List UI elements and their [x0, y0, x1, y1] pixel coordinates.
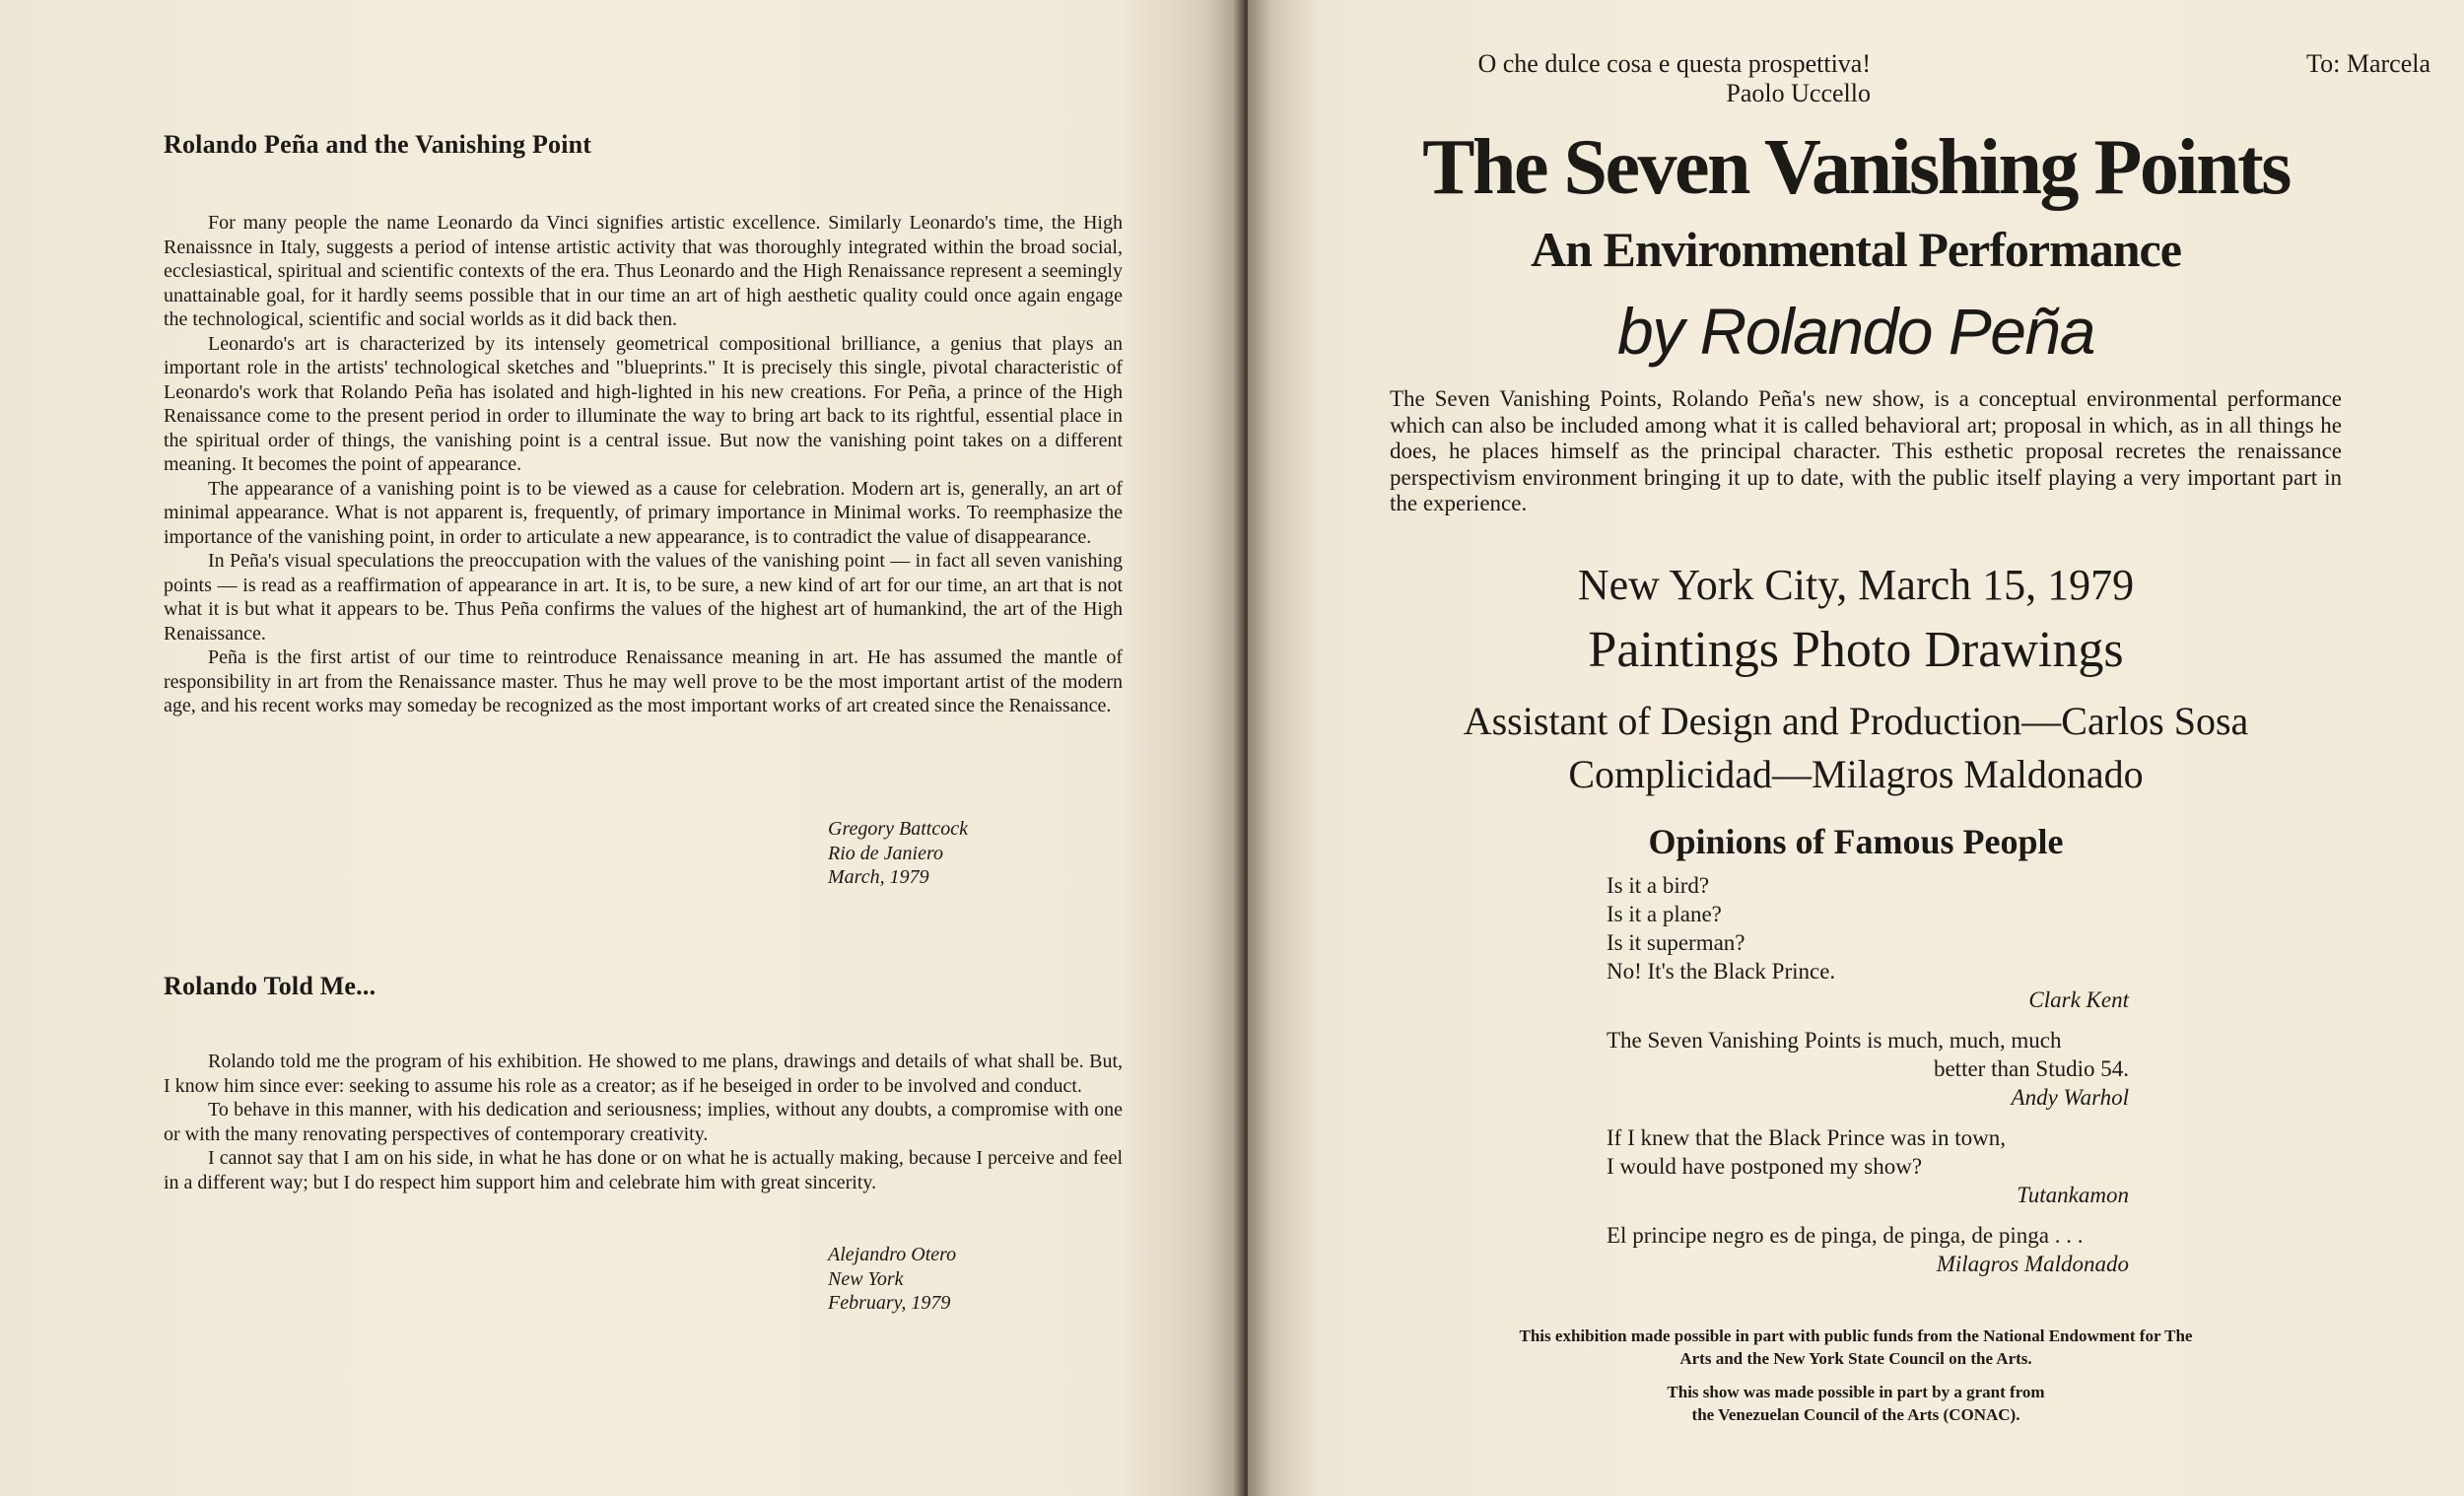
essay-paragraph: Leonardo's art is characterized by its intensely geometrical compositional brilliance, a genius that plays an important role in the artists' technological sketches and "blueprints." It is precisely this single, pivotal characteristic of Leonardo's work that Rolando Peña has isolated and high-lighted in his new creations. For Peña, a prince of the High Renaissance come to the present period in order to illuminate the way to bring art back to its rightful, essential place in the spiritual order of things, the vanishing point is a central issue. But now the vanishing point takes on a different meaning. It becomes the point of appearance.	[164, 332, 1123, 475]
epigraph	[1329, 49, 1871, 108]
signature-place: Rio de Janiero	[828, 842, 944, 864]
opinions-list	[1607, 871, 2129, 1278]
date-line: New York City, March 15, 1979	[1577, 561, 2135, 609]
subtitle: An Environmental Performance	[1531, 222, 2181, 277]
testimony-paragraph: Rolando told me the program of his exhibition. He showed to me plans, drawings and details of what shall be. But, I know him since ever: seeking to assume his role as a creator; as if he beseiged in order to be involved and conduct.	[164, 1051, 1123, 1097]
opinion-author: Clark Kent	[2028, 987, 2129, 1012]
opinion-line: I would have postponed my show?	[1607, 1154, 1923, 1179]
byline: by Rolando Peña	[1617, 295, 2094, 368]
essay-signature	[828, 817, 968, 890]
testimony-paragraph: To behave in this manner, with his dedication and seriousness; implies, without any doubts, a compromise with one or with the many renovating perspectives of contemporary creativity.	[164, 1099, 1123, 1145]
signature-name: Alejandro Otero	[828, 1244, 957, 1265]
opinion-author: Andy Warhol	[2011, 1085, 2129, 1110]
opinion-item	[1607, 1026, 2129, 1112]
opinion-line: Is it a bird?	[1607, 873, 1710, 898]
opinion-line: No! It's the Black Prince.	[1607, 959, 1836, 984]
media-line: Paintings Photo Drawings	[1588, 622, 2124, 678]
essay-paragraph: The appearance of a vanishing point is to be viewed as a cause for celebration. Modern art is, generally, an art of minimal appearance. What is not apparent is, frequently, of primary importance in Minimal works. To reemphasize the importance of the vanishing point, in order to articulate a new appearance, is to contradict the value of disappearance.	[164, 477, 1123, 548]
signature-date: February, 1979	[828, 1292, 951, 1314]
essay-paragraph: Peña is the first artist of our time to reintroduce Renaissance meaning in art. He has assumed the mantle of responsibility in art from the Renaissance master. Thus he may well prove to be the most important artist of the modern age, and his recent works may someday be recognized as the most important works of art created since the Renaissance.	[164, 646, 1123, 716]
opinion-author: Milagros Maldonado	[1936, 1252, 2129, 1276]
opinion-line: If I knew that the Black Prince was in town,	[1607, 1125, 2006, 1150]
essay-heading: Rolando Peña and the Vanishing Point	[164, 130, 592, 159]
credit-complicity: Complicidad—Milagros Maldonado	[1568, 752, 2144, 796]
intro-paragraph: The Seven Vanishing Points, Rolando Peña's new show, is a conceptual environmental performance which can also be included among what it is called behavioral art; proposal in which, as in all things he does, he places himself as the principal character. This esthetic proposal recretes the renaissance perspectivism environment bringing it up to date, with the public itself playing a very important part in the experience.	[1390, 386, 2342, 515]
funding-line: the Venezuelan Council of the Arts (CONAC).	[1691, 1405, 2020, 1424]
signature-name: Gregory Battcock	[828, 818, 968, 840]
main-title: The Seven Vanishing Points	[1422, 124, 2290, 211]
opinion-line: The Seven Vanishing Points is much, much, much	[1607, 1028, 2062, 1053]
funding-line: This show was made possible in part by a grant from	[1667, 1383, 2045, 1401]
opinion-author: Tutankamon	[2017, 1183, 2129, 1207]
funding-note-nea	[1248, 1325, 2464, 1370]
funding-note-conac	[1248, 1381, 2464, 1426]
opinion-item	[1607, 871, 2129, 1014]
testimony-heading: Rolando Told Me...	[164, 972, 376, 1000]
opinion-line: Is it superman?	[1607, 930, 1745, 955]
right-page	[1248, 0, 2464, 1496]
funding-line: This exhibition made possible in part with public funds from the National Endowment for The	[1519, 1326, 2193, 1345]
opinion-item	[1607, 1123, 2129, 1209]
essay-paragraph: In Peña's visual speculations the preoccupation with the values of the vanishing point — in fact all seven vanishing points — is read as a reaffirmation of appearance in art. It is, to be sure, a new kind of art for our time, an art that is not what it is but what it appears to be. Thus Peña confirms the values of the highest art of humankind, the art of the High Renaissance.	[164, 550, 1123, 645]
opinion-line: El principe negro es de pinga, de pinga, de pinga . . .	[1607, 1223, 2084, 1248]
signature-date: March, 1979	[828, 866, 929, 888]
opinions-heading: Opinions of Famous People	[1648, 822, 2064, 861]
testimony-paragraph: I cannot say that I am on his side, in what he has done or on what he is actually making, because I perceive and feel in a different way; but I do respect him support him and celebrate him with great sincerity.	[164, 1147, 1123, 1193]
epigraph-author: Paolo Uccello	[1726, 79, 1871, 107]
essay-body	[164, 211, 1123, 718]
epigraph-quote: O che dulce cosa e questa prospettiva!	[1477, 49, 1871, 78]
credit-design: Assistant of Design and Production—Carlos Sosa	[1463, 699, 2249, 743]
signature-place: New York	[828, 1267, 904, 1290]
funding-line: Arts and the New York State Council on the Arts.	[1679, 1349, 2032, 1368]
opinion-line: better than Studio 54.	[1933, 1056, 2129, 1081]
testimony-signature	[828, 1243, 956, 1316]
testimony-body	[164, 1050, 1123, 1194]
opinion-line: Is it a plane?	[1607, 902, 1722, 926]
essay-paragraph: For many people the name Leonardo da Vinci signifies artistic excellence. Similarly Leonardo's time, the High Renaissnce in Italy, suggests a period of intense artistic activity that was thoroughly integrated within the broad social, ecclesiastical, spiritual and scientific contexts of the era. Thus Leonardo and the High Renaissance represent a seemingly unattainable goal, for it hardly seems possible that in our time an art of high aesthetic quality could once again engage the technological, scientific and social worlds as it did back then.	[164, 212, 1123, 330]
dedication: To: Marcela	[2306, 49, 2430, 78]
opinion-item	[1607, 1221, 2129, 1278]
